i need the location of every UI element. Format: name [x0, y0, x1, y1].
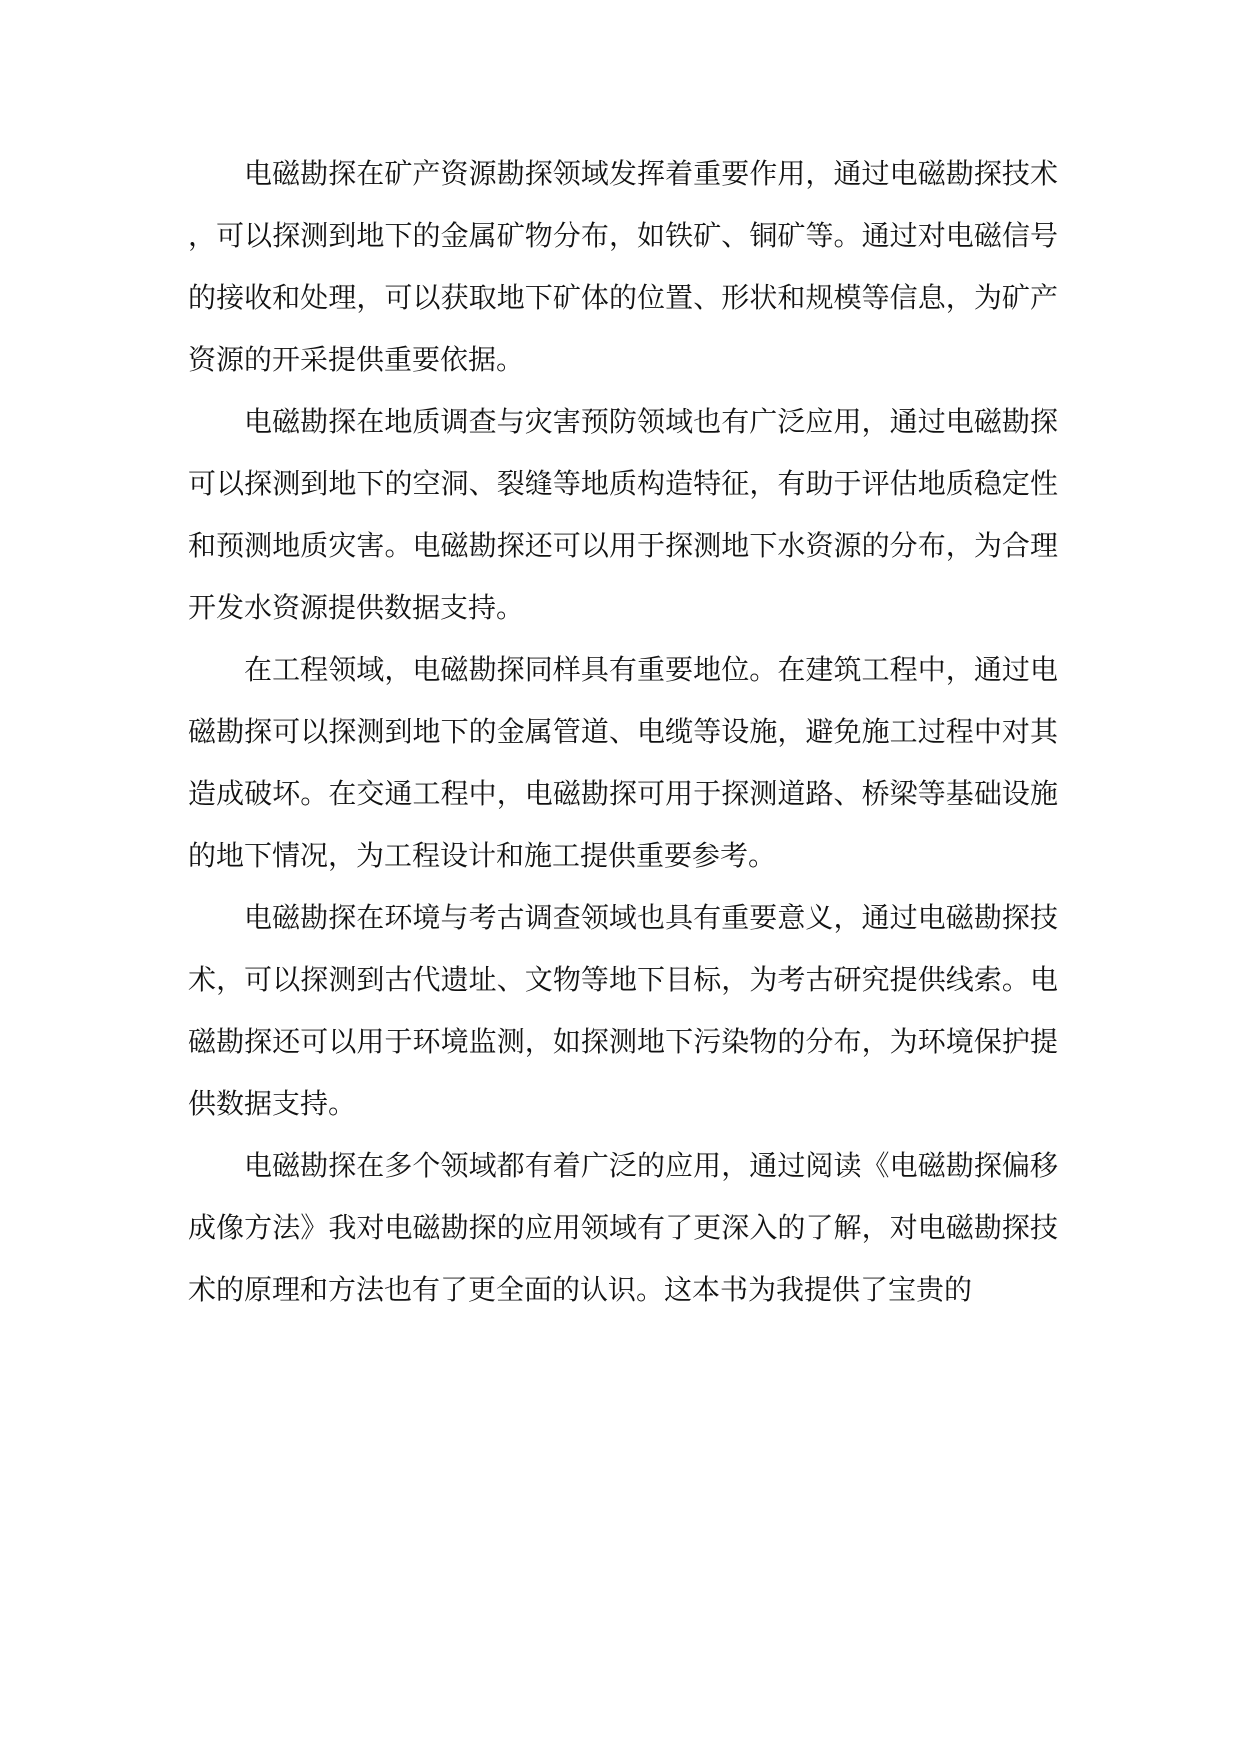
- paragraph-geological-survey: 电磁勘探在地质调查与灾害预防领域也有广泛应用，通过电磁勘探可以探测到地下的空洞、裂缝等地质构造特征，有助于评估地质稳定性和预测地质灾害。电磁勘探还可以用于探测地下水资源的分布，为合理开发水资源提供数据支持。: [188, 405, 1058, 624]
- paragraph-environment-archaeology: 电磁勘探在环境与考古调查领域也具有重要意义，通过电磁勘探技术，可以探测到古代遗址、文物等地下目标，为考古研究提供线索。电磁勘探还可以用于环境监测，如探测地下污染物的分布，为环境保护提供数据支持。: [188, 901, 1058, 1120]
- paragraph-conclusion: 电磁勘探在多个领域都有着广泛的应用，通过阅读《电磁勘探偏移成像方法》我对电磁勘探的应用领域有了更深入的了解，对电磁勘探技术的原理和方法也有了更全面的认识。这本书为我提供了宝贵的: [188, 1149, 1058, 1306]
- paragraph-mineral-exploration: 电磁勘探在矿产资源勘探领域发挥着重要作用，通过电磁勘探技术，可以探测到地下的金属矿物分布，如铁矿、铜矿等。通过对电磁信号的接收和处理，可以获取地下矿体的位置、形状和规模等信息，为矿产资源的开采提供重要依据。: [188, 157, 1058, 376]
- paragraph-engineering: 在工程领域，电磁勘探同样具有重要地位。在建筑工程中，通过电磁勘探可以探测到地下的金属管道、电缆等设施，避免施工过程中对其造成破坏。在交通工程中，电磁勘探可用于探测道路、桥梁等基础设施的地下情况，为工程设计和施工提供重要参考。: [188, 653, 1058, 872]
- document-body: [188, 143, 1058, 1321]
